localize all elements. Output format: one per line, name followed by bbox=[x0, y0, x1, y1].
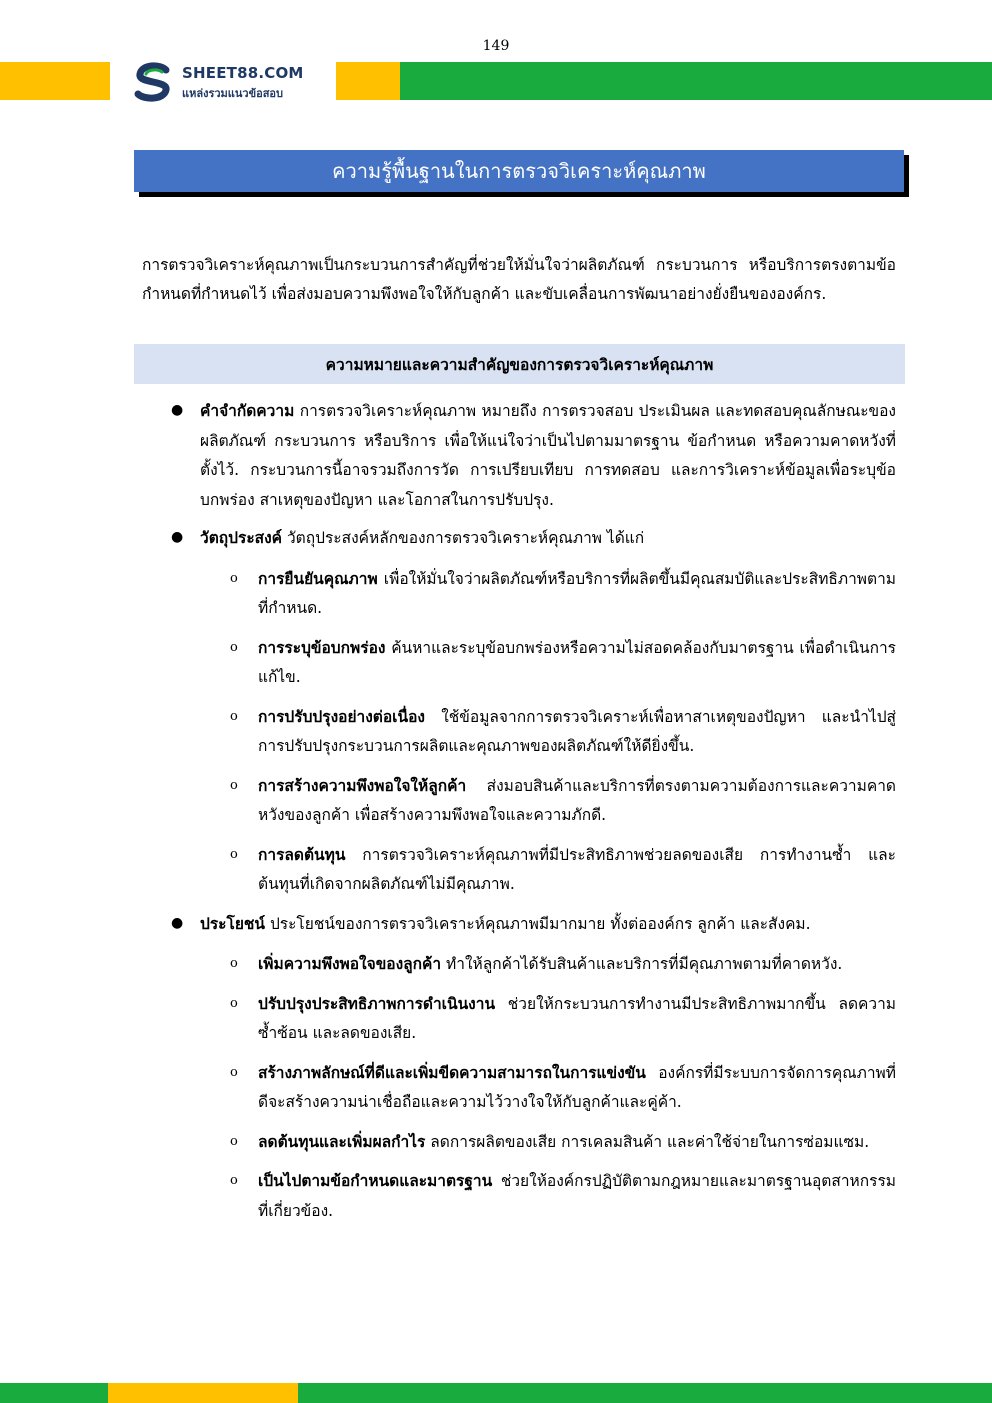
circle-bullet-icon: o bbox=[230, 639, 238, 655]
bullet-text: ประโยชน์ของการตรวจวิเคราะห์คุณภาพมีมากมาย ทั้งต่อองค์กร ลูกค้า และสังคม. bbox=[265, 914, 811, 933]
sub-item-term: ลดต้นทุนและเพิ่มผลกำไร bbox=[258, 1131, 426, 1151]
sub-item-term: การระบุข้อบกพร่อง bbox=[258, 637, 386, 657]
sub-item-term: การสร้างความพึงพอใจให้ลูกค้า bbox=[258, 775, 467, 795]
sub-item-text: ลดการผลิตของเสีย การเคลมสินค้า และค่าใช้จ่ายในการซ่อมแซม. bbox=[425, 1132, 870, 1151]
sub-item-term: การปรับปรุงอย่างต่อเนื่อง bbox=[258, 706, 425, 726]
bullet-list bbox=[168, 396, 896, 1226]
sub-item-text: การตรวจวิเคราะห์คุณภาพที่มีประสิทธิภาพช่วยลดของเสีย การทำงานซ้ำ และต้นทุนที่เกิดจากผลิตภัณฑ์ไม่มีคุณภาพ. bbox=[258, 845, 896, 893]
bullet-text: การตรวจวิเคราะห์คุณภาพ หมายถึง การตรวจสอบ ประเมินผล และทดสอบคุณลักษณะของผลิตภัณฑ์ กระบวนการ หรือบริการ เพื่อให้แน่ใจว่าเป็นไปตามมาตรฐาน ข้อกำหนด หรือความคาดหวังที่ตั้งไว้. กระบวนการนี้อาจรวมถึงการวัด การเปรียบเทียบ การทดสอบ และการวิเคราะห์ข้อมูลเพื่อระบุข้อบกพร่อง สาเหตุของปัญหา และโอกาสในการปรับปรุง. bbox=[200, 402, 896, 509]
header-band-yellow-left bbox=[0, 62, 110, 100]
sub-item-term: เป็นไปตามข้อกำหนดและมาตรฐาน bbox=[258, 1171, 493, 1190]
sub-item-text: ส่งมอบสินค้าและบริการที่ตรงตามความต้องการและความคาดหวังของลูกค้า เพื่อสร้างความพึงพอใจและความภักดี. bbox=[258, 776, 896, 824]
logo-tagline: แหล่งรวมแนวข้อสอบ bbox=[182, 87, 284, 100]
bullet-definition bbox=[168, 396, 896, 515]
circle-bullet-icon: o bbox=[230, 956, 238, 971]
sub-list-item bbox=[200, 771, 896, 831]
sub-list-item bbox=[200, 1127, 896, 1158]
sub-item-term: การยืนยันคุณภาพ bbox=[258, 568, 378, 588]
sub-list-item bbox=[200, 1166, 896, 1226]
sub-item-term: การลดต้นทุน bbox=[258, 844, 346, 864]
benefits-sub-list bbox=[200, 949, 896, 1226]
sub-list-item bbox=[200, 840, 896, 900]
bullet-dot-icon: ● bbox=[171, 529, 184, 545]
bullet-term: คำจำกัดความ bbox=[200, 401, 295, 420]
sub-list-item bbox=[200, 989, 896, 1049]
circle-bullet-icon: o bbox=[230, 1133, 238, 1149]
bullet-dot-icon: ● bbox=[171, 914, 184, 931]
header-band-green bbox=[400, 62, 992, 100]
bullet-dot-icon: ● bbox=[171, 402, 184, 418]
footer-band-green-left bbox=[0, 1383, 108, 1403]
sub-list-item bbox=[200, 1058, 896, 1118]
main-content bbox=[168, 396, 896, 1235]
footer-band-green-right bbox=[298, 1383, 992, 1403]
logo-name: SHEET88.COM bbox=[182, 64, 304, 82]
sub-item-text: เพื่อให้มั่นใจว่าผลิตภัณฑ์หรือบริการที่ผลิตขึ้นมีคุณสมบัติและประสิทธิภาพตามที่กำหนด. bbox=[258, 569, 896, 617]
page-title: ความรู้พื้นฐานในการตรวจวิเคราะห์คุณภาพ bbox=[134, 150, 904, 192]
circle-bullet-icon: o bbox=[230, 1173, 238, 1188]
intro-paragraph: การตรวจวิเคราะห์คุณภาพเป็นกระบวนการสำคัญที่ช่วยให้มั่นใจว่าผลิตภัณฑ์ กระบวนการ หรือบริการตรงตามข้อกำหนดที่กำหนดไว้ เพื่อส่งมอบความพึงพอใจให้กับลูกค้า และขับเคลื่อนการพัฒนาอย่างยั่งยืนขององค์กร. bbox=[142, 256, 896, 303]
sub-item-text: ช่วยให้องค์กรปฏิบัติตามกฎหมายและมาตรฐานอุตสาหกรรมที่เกี่ยวข้อง. bbox=[258, 1172, 896, 1220]
sub-item-text: ใช้ข้อมูลจากการตรวจวิเคราะห์เพื่อหาสาเหตุของปัญหา และนำไปสู่การปรับปรุงกระบวนการผลิตและคุณภาพของผลิตภัณฑ์ให้ดียิ่งขึ้น. bbox=[258, 707, 896, 755]
sub-item-text: ช่วยให้กระบวนการทำงานมีประสิทธิภาพมากขึ้น ลดความซ้ำซ้อน และลดของเสีย. bbox=[258, 994, 896, 1042]
circle-bullet-icon: o bbox=[230, 708, 238, 724]
sub-item-text: องค์กรที่มีระบบการจัดการคุณภาพที่ดีจะสร้างความน่าเชื่อถือและความไว้วางใจให้กับลูกค้าและคู่ค้า. bbox=[258, 1063, 896, 1111]
objectives-sub-list bbox=[200, 564, 896, 900]
sub-list-item bbox=[200, 564, 896, 624]
sub-list-item bbox=[200, 633, 896, 693]
sub-item-term: เพิ่มความพึงพอใจของลูกค้า bbox=[258, 954, 442, 973]
bullet-term: ประโยชน์ bbox=[200, 913, 266, 933]
circle-bullet-icon: o bbox=[230, 777, 238, 793]
bullet-text: วัตถุประสงค์หลักของการตรวจวิเคราะห์คุณภาพ ได้แก่ bbox=[282, 529, 645, 547]
sub-item-term: สร้างภาพลักษณ์ที่ดีและเพิ่มขีดความสามารถในการแข่งขัน bbox=[258, 1062, 646, 1082]
bullet-term: วัตถุประสงค์ bbox=[200, 528, 283, 547]
sub-list-item bbox=[200, 949, 896, 980]
circle-bullet-icon: o bbox=[230, 1064, 238, 1080]
page-number: 149 bbox=[482, 38, 510, 54]
sub-item-text: ทำให้ลูกค้าได้รับสินค้าและบริการที่มีคุณภาพตามที่คาดหวัง. bbox=[441, 955, 843, 973]
circle-bullet-icon: o bbox=[230, 846, 238, 862]
site-logo bbox=[132, 60, 336, 104]
section-heading: ความหมายและความสำคัญของการตรวจวิเคราะห์คุณภาพ bbox=[134, 344, 905, 384]
footer-band-yellow bbox=[108, 1383, 298, 1403]
sub-list-item bbox=[200, 702, 896, 762]
logo-s-icon bbox=[132, 62, 176, 102]
bullet-benefits bbox=[168, 909, 896, 1227]
header-band-yellow-right bbox=[336, 62, 400, 100]
circle-bullet-icon: o bbox=[230, 570, 238, 586]
sub-item-text: ค้นหาและระบุข้อบกพร่องหรือความไม่สอดคล้องกับมาตรฐาน เพื่อดำเนินการแก้ไข. bbox=[258, 638, 896, 686]
circle-bullet-icon: o bbox=[230, 995, 238, 1011]
bullet-objectives bbox=[168, 523, 896, 900]
sub-item-term: ปรับปรุงประสิทธิภาพการดำเนินงาน bbox=[258, 993, 496, 1013]
